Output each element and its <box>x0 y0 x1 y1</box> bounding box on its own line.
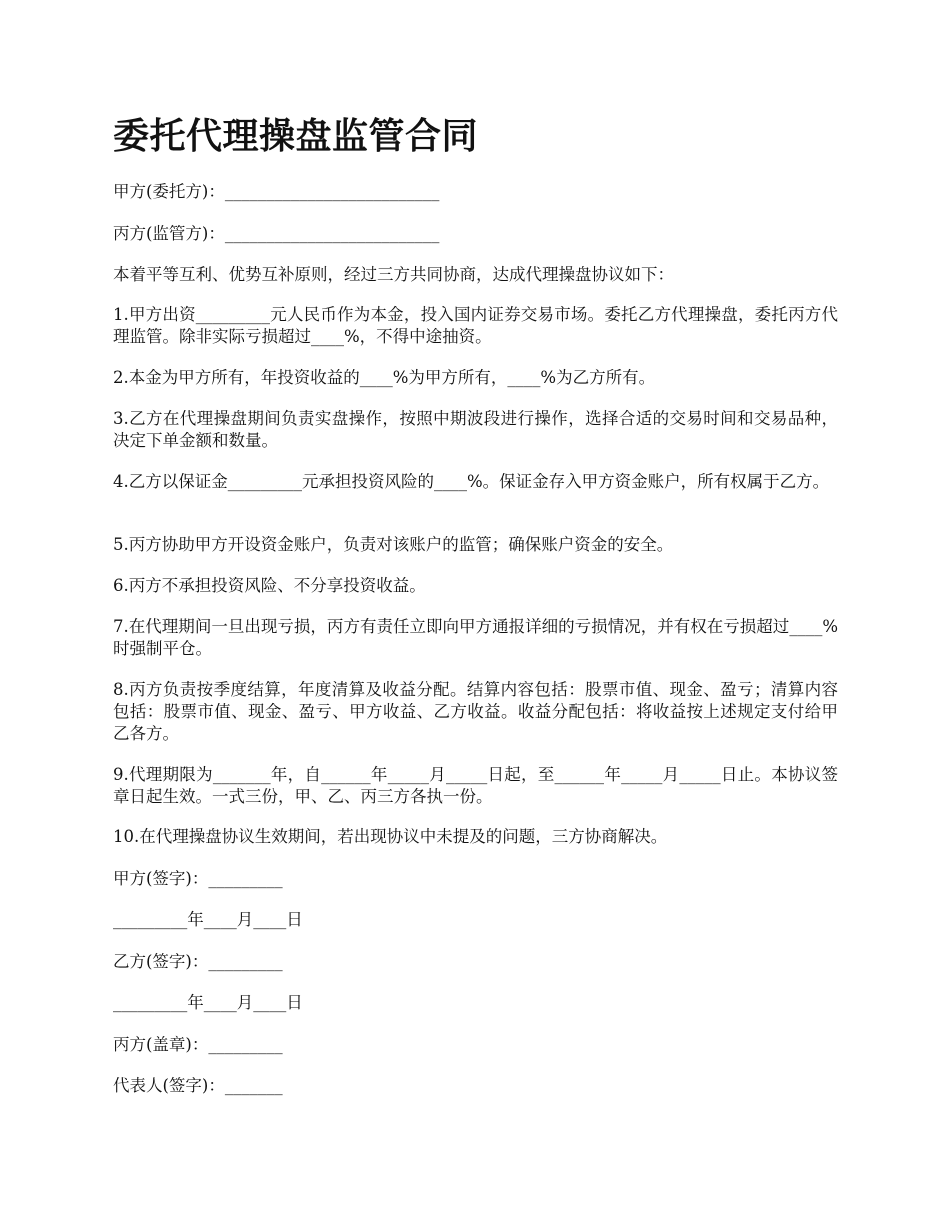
clause-6: 6.丙方不承担投资风险、不分享投资收益。 <box>113 576 426 595</box>
clause-1: 1.甲方出资_________元人民币作为本金，投入国内证券交易市场。委托乙方代理操盘，委托丙方代理监管。除非实际亏损超过____%，不得中途抽资。 <box>113 305 838 346</box>
party-a-signature: 甲方(签字)：_________ <box>113 869 283 888</box>
party-c-seal: 丙方(盖章)：_________ <box>113 1035 283 1054</box>
clause-3: 3.乙方在代理操盘期间负责实盘操作，按照中期波段进行操作，选择合适的交易时间和交易品种，决定下单金额和数量。 <box>113 409 838 450</box>
party-c-line: 丙方(监管方)：__________________________ <box>113 224 440 243</box>
clause-4: 4.乙方以保证金_________元承担投资风险的____%。保证金存入甲方资金账户，所有权属于乙方。 <box>113 472 830 491</box>
representative-signature: 代表人(签字)：_______ <box>113 1076 283 1095</box>
document-title: 委托代理操盘监管合同 <box>113 115 479 157</box>
party-b-date: _________年____月____日 <box>113 993 303 1012</box>
party-b-signature: 乙方(签字)：_________ <box>113 952 283 971</box>
clause-9: 9.代理期限为_______年，自______年_____月_____日起，至______年_____月_____日止。本协议签章日起生效。一式三份，甲、乙、丙三方各执一份。 <box>113 765 838 806</box>
intro-paragraph: 本着平等互利、优势互补原则，经过三方共同协商，达成代理操盘协议如下： <box>113 265 674 284</box>
party-a-date: _________年____月____日 <box>113 910 303 929</box>
clause-5: 5.丙方协助甲方开设资金账户，负责对该账户的监管；确保账户资金的安全。 <box>113 535 674 554</box>
clause-8: 8.丙方负责按季度结算，年度清算及收益分配。结算内容包括：股票市值、现金、盈亏；清算内容包括：股票市值、现金、盈亏、甲方收益、乙方收益。收益分配包括：将收益按上述规定支付给甲乙各方。 <box>113 680 838 743</box>
clause-7: 7.在代理期间一旦出现亏损，丙方有责任立即向甲方通报详细的亏损情况，并有权在亏损超过____%时强制平仓。 <box>113 617 838 658</box>
party-a-line: 甲方(委托方)：__________________________ <box>113 182 440 201</box>
clause-2: 2.本金为甲方所有，年投资收益的____%为甲方所有，____%为乙方所有。 <box>113 368 656 387</box>
clause-10: 10.在代理操盘协议生效期间，若出现协议中未提及的问题，三方协商解决。 <box>113 827 668 846</box>
